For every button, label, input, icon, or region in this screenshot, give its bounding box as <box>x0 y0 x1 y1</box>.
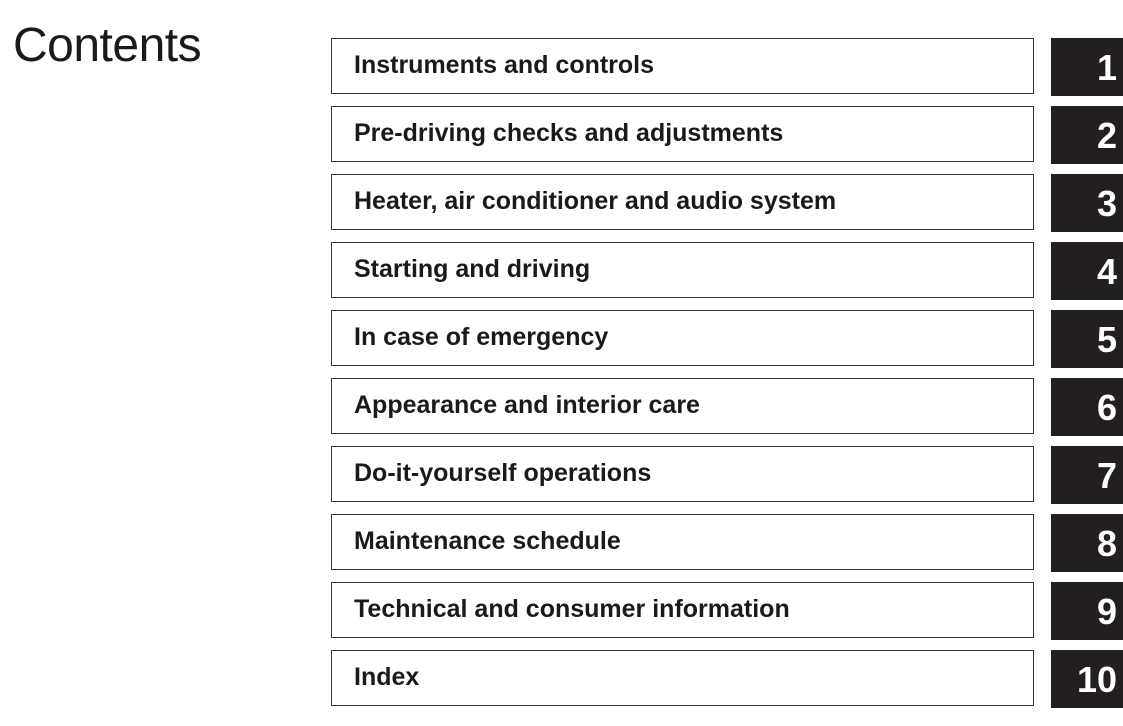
section-tab-2[interactable]: 2 <box>1051 106 1123 164</box>
section-tab-7[interactable]: 7 <box>1051 446 1123 504</box>
toc-item-box[interactable] <box>331 174 1034 230</box>
toc-item-label: Appearance and interior care <box>354 391 700 419</box>
toc-item-instruments-and-controls[interactable] <box>331 38 1123 106</box>
toc-item-label: Index <box>354 663 420 691</box>
section-tab-5[interactable]: 5 <box>1051 310 1123 368</box>
table-of-contents <box>331 38 1123 718</box>
toc-item-index[interactable] <box>331 650 1123 718</box>
section-tab-10[interactable]: 10 <box>1051 650 1123 708</box>
toc-item-box[interactable] <box>331 582 1034 638</box>
section-tab-3[interactable]: 3 <box>1051 174 1123 232</box>
toc-item-do-it-yourself-operations[interactable] <box>331 446 1123 514</box>
toc-item-label: Pre-driving checks and adjustments <box>354 119 784 147</box>
toc-item-heater-ac-audio[interactable] <box>331 174 1123 242</box>
toc-item-box[interactable] <box>331 446 1034 502</box>
toc-item-box[interactable] <box>331 514 1034 570</box>
toc-item-label: Technical and consumer information <box>354 595 790 623</box>
section-tab-1[interactable]: 1 <box>1051 38 1123 96</box>
toc-item-in-case-of-emergency[interactable] <box>331 310 1123 378</box>
toc-item-label: Maintenance schedule <box>354 527 621 555</box>
toc-item-box[interactable] <box>331 38 1034 94</box>
toc-item-pre-driving-checks[interactable] <box>331 106 1123 174</box>
toc-item-label: Do-it-yourself operations <box>354 459 652 487</box>
section-tab-8[interactable]: 8 <box>1051 514 1123 572</box>
toc-item-box[interactable] <box>331 310 1034 366</box>
toc-item-label: In case of emergency <box>354 323 609 351</box>
toc-item-label: Heater, air conditioner and audio system <box>354 187 837 215</box>
toc-item-starting-and-driving[interactable] <box>331 242 1123 310</box>
section-tab-9[interactable]: 9 <box>1051 582 1123 640</box>
toc-item-box[interactable] <box>331 106 1034 162</box>
toc-item-box[interactable] <box>331 242 1034 298</box>
toc-item-technical-and-consumer-info[interactable] <box>331 582 1123 650</box>
toc-item-maintenance-schedule[interactable] <box>331 514 1123 582</box>
page-title: Contents <box>13 19 202 72</box>
section-tab-6[interactable]: 6 <box>1051 378 1123 436</box>
toc-item-label: Starting and driving <box>354 255 591 283</box>
toc-item-appearance-and-interior-care[interactable] <box>331 378 1123 446</box>
toc-item-box[interactable] <box>331 378 1034 434</box>
toc-item-box[interactable] <box>331 650 1034 706</box>
toc-item-label: Instruments and controls <box>354 51 655 79</box>
section-tab-4[interactable]: 4 <box>1051 242 1123 300</box>
